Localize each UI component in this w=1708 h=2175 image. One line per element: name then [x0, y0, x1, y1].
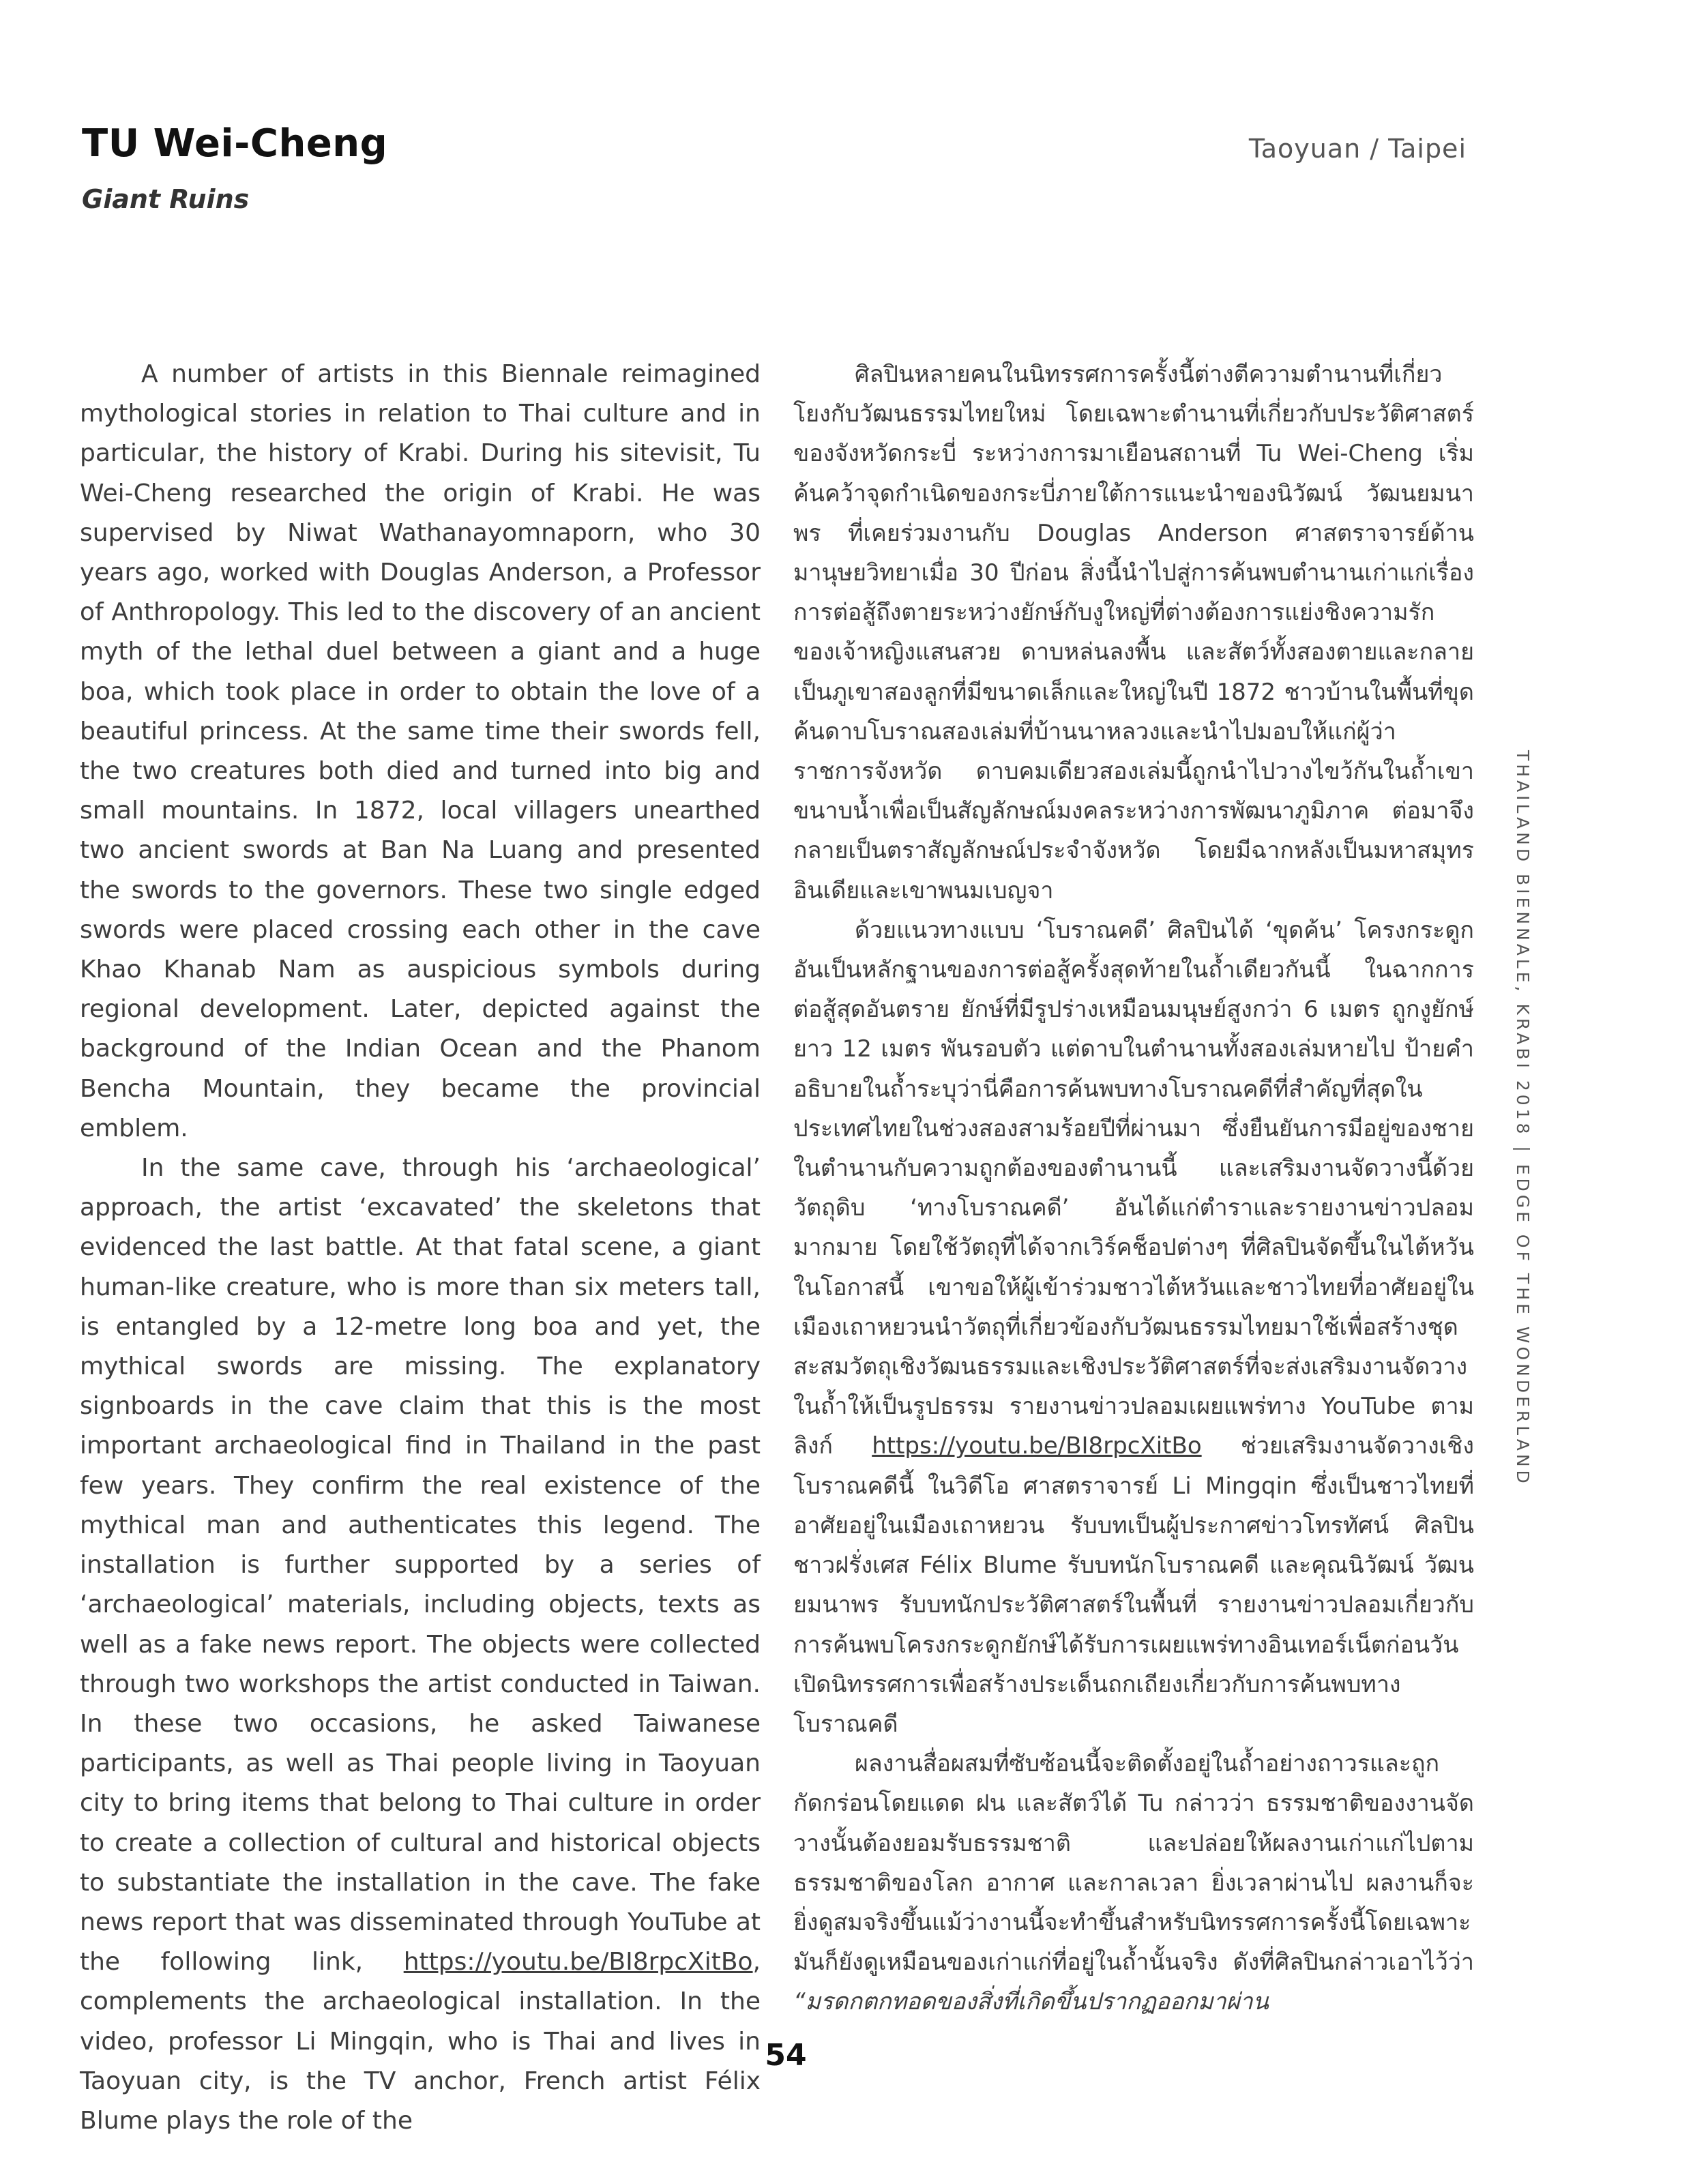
work-title: Giant Ruins [82, 184, 250, 214]
thai-paragraph-2 [793, 911, 1474, 1744]
thai-paragraph-2-text-end: ช่วยเสริมงานจัดวางเชิงโบราณคดีนี้ ในวิดีโอ ศาสตราจารย์ Li Mingqin ซึ่งเป็นชาวไทยที่อาศัยอยู่ในเมืองเถาหยวน รับบทเป็นผู้ประกาศข่าวโทรทัศน์ ศิลปินชาวฝรั่งเศส Félix Blume รับบทนักโบราณคดี และคุณนิวัฒน์ วัฒนยมนาพร รับบทนักประวัติศาสตร์ในพื้นที่ รายงานข่าวปลอมเกี่ยวกับการค้นพบโครงกระดูกยักษ์ได้รับการเผยแพร่ทางอินเทอร์เน็ตก่อนวันเปิดนิทรรศการเพื่อสร้างประเด็นถกเถียงเกี่ยวกับการค้นพบทางโบราณคดี [793, 1432, 1474, 1738]
youtube-link[interactable]: https://youtu.be/BI8rpcXitBo [403, 1948, 753, 1977]
page-number: 54 [765, 2038, 807, 2073]
thai-paragraph-2-text: ด้วยแนวทางแบบ ‘โบราณคดี’ ศิลปินได้ ‘ขุดค้น’ โครงกระดูกอันเป็นหลักฐานของการต่อสู้ครั้งสุดท้ายในถ้ำเดียวกันนี้ ในฉากการต่อสู้สุดอันตราย ยักษ์ที่มีรูปร่างเหมือนมนุษย์สูงกว่า 6 เมตร ถูกงูยักษ์ยาว 12 เมตร พันรอบตัว แต่ดาบในตำนานทั้งสองเล่มหายไป ป้ายคำอธิบายในถ้ำระบุว่านี่คือการค้นพบทางโบราณคดีที่สำคัญที่สุดในประเทศไทยในช่วงสองสามร้อยปีที่ผ่านมา ซึ่งยืนยันการมีอยู่ของชายในตำนานกับความถูกต้องของตำนานนี้ และเสริมงานจัดวางนี้ด้วยวัตถุดิบ ‘ทางโบราณคดี’ อันได้แก่ตำราและรายงานข่าวปลอมมากมาย โดยใช้วัตถุที่ได้จากเวิร์คช็อปต่างๆ ที่ศิลปินจัดขึ้นในไต้หวันในโอกาสนี้ เขาขอให้ผู้เข้าร่วมชาวไต้หวันและชาวไทยที่อาศัยอยู่ในเมืองเถาหยวนนำวัตถุที่เกี่ยวข้องกับวัฒนธรรมไทยมาใช้เพื่อสร้างชุดสะสมวัตถุเชิงวัฒนธรรมและเชิงประวัติศาสตร์ที่จะส่งเสริมงานจัดวางในถ้ำให้เป็นรูปธรรม รายงานข่าวปลอมเผยแพร่ทาง YouTube ตามลิงก์ [793, 916, 1474, 1460]
artist-location: Taoyuan / Taipei [1248, 134, 1467, 164]
thai-youtube-link[interactable]: https://youtu.be/BI8rpcXitBo [872, 1432, 1202, 1460]
thai-paragraph-3 [793, 1744, 1474, 2022]
english-paragraph-2-text-end: , complements the archaeological installation. In the video, professor Li Mingqin, who is Thai and lives in Taoyuan city, is the TV anchor, French artist Félix Blume plays the role of the [80, 1948, 761, 2135]
english-paragraph-2 [80, 1149, 761, 2141]
thai-paragraph-1: ศิลปินหลายคนในนิทรรศการครั้งนี้ต่างตีความตำนานที่เกี่ยวโยงกับวัฒนธรรมไทยใหม่ โดยเฉพาะตำนานที่เกี่ยวกับประวัติศาสตร์ของจังหวัดกระบี่ ระหว่างการมาเยือนสถานที่ Tu Wei-Cheng เริ่มค้นคว้าจุดกำเนิดของกระบี่ภายใต้การแนะนำของนิวัฒน์ วัฒนยมนาพร ที่เคยร่วมงานกับ Douglas Anderson ศาสตราจารย์ด้านมานุษยวิทยาเมื่อ 30 ปีก่อน สิ่งนี้นำไปสู่การค้นพบตำนานเก่าแก่เรื่องการต่อสู้ถึงตายระหว่างยักษ์กับงูใหญ่ที่ต่างต้องการแย่งชิงความรักของเจ้าหญิงแสนสวย ดาบหล่นลงพื้น และสัตว์ทั้งสองตายและกลายเป็นภูเขาสองลูกที่มีขนาดเล็กและใหญ่ในปี 1872 ชาวบ้านในพื้นที่ขุดค้นดาบโบราณสองเล่มที่บ้านนาหลวงและนำไปมอบให้แก่ผู้ว่าราชการจังหวัด ดาบคมเดียวสองเล่มนี้ถูกนำไปวางไขว้กันในถ้ำเขาขนาบน้ำเพื่อเป็นสัญลักษณ์มงคลระหว่างการพัฒนาภูมิภาค ต่อมาจึงกลายเป็นตราสัญลักษณ์ประจำจังหวัด โดยมีฉากหลังเป็นมหาสมุทรอินเดียและเขาพนมเบญจา [793, 361, 1474, 904]
english-paragraph-1: A number of artists in this Biennale reimagined mythological stories in relation to Thai culture and in particular, the history of Krabi. During his sitevisit, Tu Wei-Cheng researched the origin of Krabi. He was supervised by Niwat Wathanayomnaporn, who 30 years ago, worked with Douglas Anderson, a Professor of Anthropology. This led to the discovery of an ancient myth of the lethal duel between a giant and a huge boa, which took place in order to obtain the love of a beautiful princess. At the same time their swords fell, the two creatures both died and turned into big and small mountains. In 1872, local villagers unearthed two ancient swords at Ban Na Luang and presented the swords to the governors. These two single edged swords were placed crossing each other in the cave Khao Khanab Nam as auspicious symbols during regional development. Later, depicted against the background of the Indian Ocean and the Phanom Bencha Mountain, they became the provincial emblem. [80, 360, 761, 1142]
english-paragraph-2-text: In the same cave, through his ‘archaeological’ approach, the artist ‘excavated’ the skeletons that evidenced the last battle. At that fatal scene, a giant human-like creature, who is more than six meters tall, is entangled by a 12-metre long boa and yet, the mythical swords are missing. The explanatory signboards in the cave claim that this is the most important archaeological find in Thailand in the past few years. They confirm the real existence of the mythical man and authenticates this legend. The installation is further supported by a series of ‘archaeological’ materials, including objects, texts as well as a fake news report. The objects were collected through two workshops the artist conducted in Taiwan. In these two occasions, he asked Taiwanese participants, as well as Thai people living in Taoyuan city to bring items that belong to Thai culture in order to create a collection of cultural and historical objects to substantiate the installation in the cave. The fake news report that was disseminated through YouTube at the following link, [80, 1154, 761, 1977]
english-text-column [80, 355, 761, 2141]
thai-quote: “มรดกตกทอดของสิ่งที่เกิดขึ้นปรากฏออกมาผ่าน [793, 1988, 1269, 2016]
artist-name: TU Wei-Cheng [82, 121, 388, 166]
thai-text-column [793, 355, 1474, 2022]
publication-running-title: THAILAND BIENNALE, KRABI 2018 | EDGE OF THE WONDERLAND [1513, 750, 1533, 1487]
thai-paragraph-3-text: ผลงานสื่อผสมที่ซับซ้อนนี้จะติดตั้งอยู่ในถ้ำอย่างถาวรและถูกกัดกร่อนโดยแดด ฝน และสัตว์ได้ Tu กล่าวว่า ธรรมชาติของงานจัดวางนั้นต้องยอมรับธรรมชาติ และปล่อยให้ผลงานเก่าแก่ไปตามธรรมชาติของโลก อากาศ และกาลเวลา ยิ่งเวลาผ่านไป ผลงานก็จะยิ่งดูสมจริงขึ้นแม้ว่างานนี้จะทำขึ้นสำหรับนิทรรศการครั้งนี้โดยเฉพาะ มันก็ยังดูเหมือนของเก่าแก่ที่อยู่ในถ้ำนั้นจริง ดังที่ศิลปินกล่าวเอาไว้ว่า [793, 1750, 1474, 1977]
